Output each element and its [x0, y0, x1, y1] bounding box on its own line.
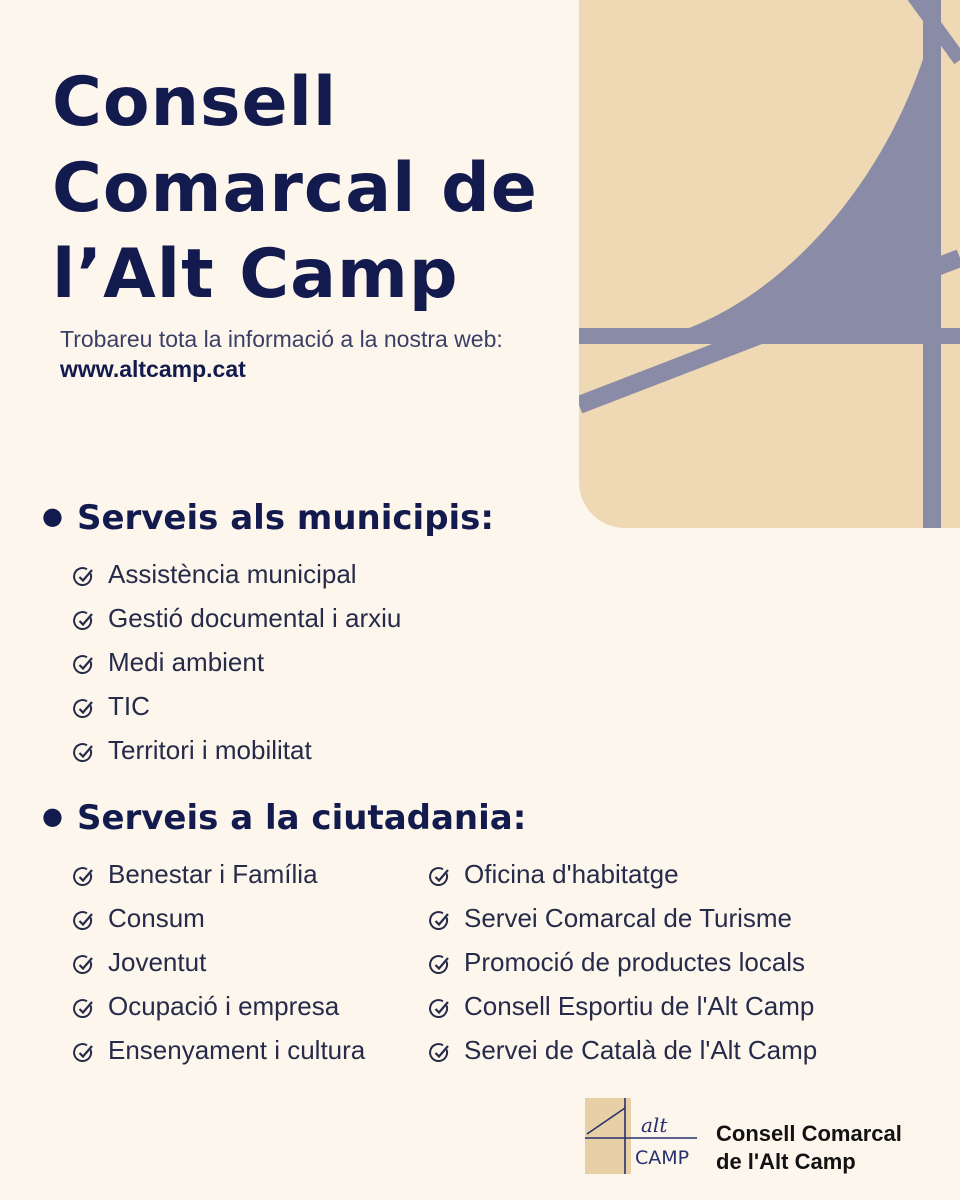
- check-circle-icon: [72, 609, 96, 633]
- check-circle-icon: [428, 1041, 452, 1065]
- item-label: Assistència municipal: [108, 558, 357, 589]
- decorative-artwork: [579, 0, 960, 528]
- footer-org-line-1: Consell Comarcal: [716, 1121, 902, 1146]
- item-label: Consum: [108, 902, 205, 933]
- item-label: Benestar i Família: [108, 858, 318, 889]
- list-item: [72, 896, 365, 940]
- item-label: Ensenyament i cultura: [108, 1034, 366, 1065]
- title-line-3: l’Alt Camp: [52, 235, 459, 314]
- check-circle-icon: [72, 953, 96, 977]
- list-item: [72, 552, 401, 596]
- item-label: Consell Esportiu de l'Alt Camp: [464, 990, 815, 1021]
- list-item: [428, 1028, 817, 1072]
- section-heading-municipis: [42, 496, 494, 538]
- municipis-list: [72, 552, 401, 772]
- item-label: Gestió documental i arxiu: [108, 602, 402, 633]
- check-circle-icon: [72, 909, 96, 933]
- abstract-map-graphic: [579, 0, 960, 528]
- municipis-heading-text: Serveis als municipis:: [76, 498, 495, 538]
- check-circle-icon: [72, 697, 96, 721]
- list-item: [428, 852, 817, 896]
- check-circle-icon: [72, 565, 96, 589]
- list-item: [72, 728, 401, 772]
- list-item: [428, 984, 817, 1028]
- check-circle-icon: [428, 909, 452, 933]
- item-label: Promoció de productes locals: [464, 946, 806, 977]
- website-link[interactable]: www.altcamp.cat: [60, 356, 246, 382]
- check-circle-icon: [72, 653, 96, 677]
- list-item: [72, 684, 401, 728]
- list-item: [428, 896, 817, 940]
- title-line-1: Consell: [52, 63, 338, 142]
- list-item: [428, 940, 817, 984]
- ciutadania-list-right: [428, 852, 817, 1072]
- title-line-2: Comarcal de: [52, 149, 538, 228]
- check-circle-icon: [428, 953, 452, 977]
- list-item: [72, 1028, 365, 1072]
- logo-text-alt: alt: [641, 1113, 668, 1137]
- section-heading-ciutadania: [42, 796, 526, 838]
- check-circle-icon: [428, 997, 452, 1021]
- logo-text-camp: CAMP: [635, 1147, 690, 1169]
- check-circle-icon: [72, 1041, 96, 1065]
- ciutadania-list-left: [72, 852, 365, 1072]
- list-item: [72, 984, 365, 1028]
- item-label: Ocupació i empresa: [108, 990, 340, 1021]
- item-label: Servei Comarcal de Turisme: [464, 902, 792, 933]
- item-label: Oficina d'habitatge: [464, 858, 679, 889]
- item-label: Joventut: [108, 946, 207, 977]
- list-item: [72, 940, 365, 984]
- intro-text: Trobareu tota la informació a la nostra web:: [60, 326, 503, 352]
- altcamp-logo: [585, 1098, 705, 1174]
- bullet-dot-icon: ●: [42, 802, 63, 830]
- list-item: [72, 596, 401, 640]
- page-title: [52, 60, 592, 318]
- bullet-dot-icon: ●: [42, 502, 63, 530]
- check-circle-icon: [72, 741, 96, 765]
- check-circle-icon: [428, 865, 452, 889]
- footer-org-name: [716, 1120, 902, 1176]
- intro-block: [60, 324, 580, 384]
- item-label: Medi ambient: [108, 646, 265, 677]
- list-item: [72, 640, 401, 684]
- item-label: Servei de Català de l'Alt Camp: [464, 1034, 818, 1065]
- footer-org-line-2: de l'Alt Camp: [716, 1149, 856, 1174]
- list-item: [72, 852, 365, 896]
- item-label: TIC: [108, 690, 150, 721]
- check-circle-icon: [72, 865, 96, 889]
- check-circle-icon: [72, 997, 96, 1021]
- ciutadania-heading-text: Serveis a la ciutadania:: [76, 798, 527, 838]
- item-label: Territori i mobilitat: [108, 734, 312, 765]
